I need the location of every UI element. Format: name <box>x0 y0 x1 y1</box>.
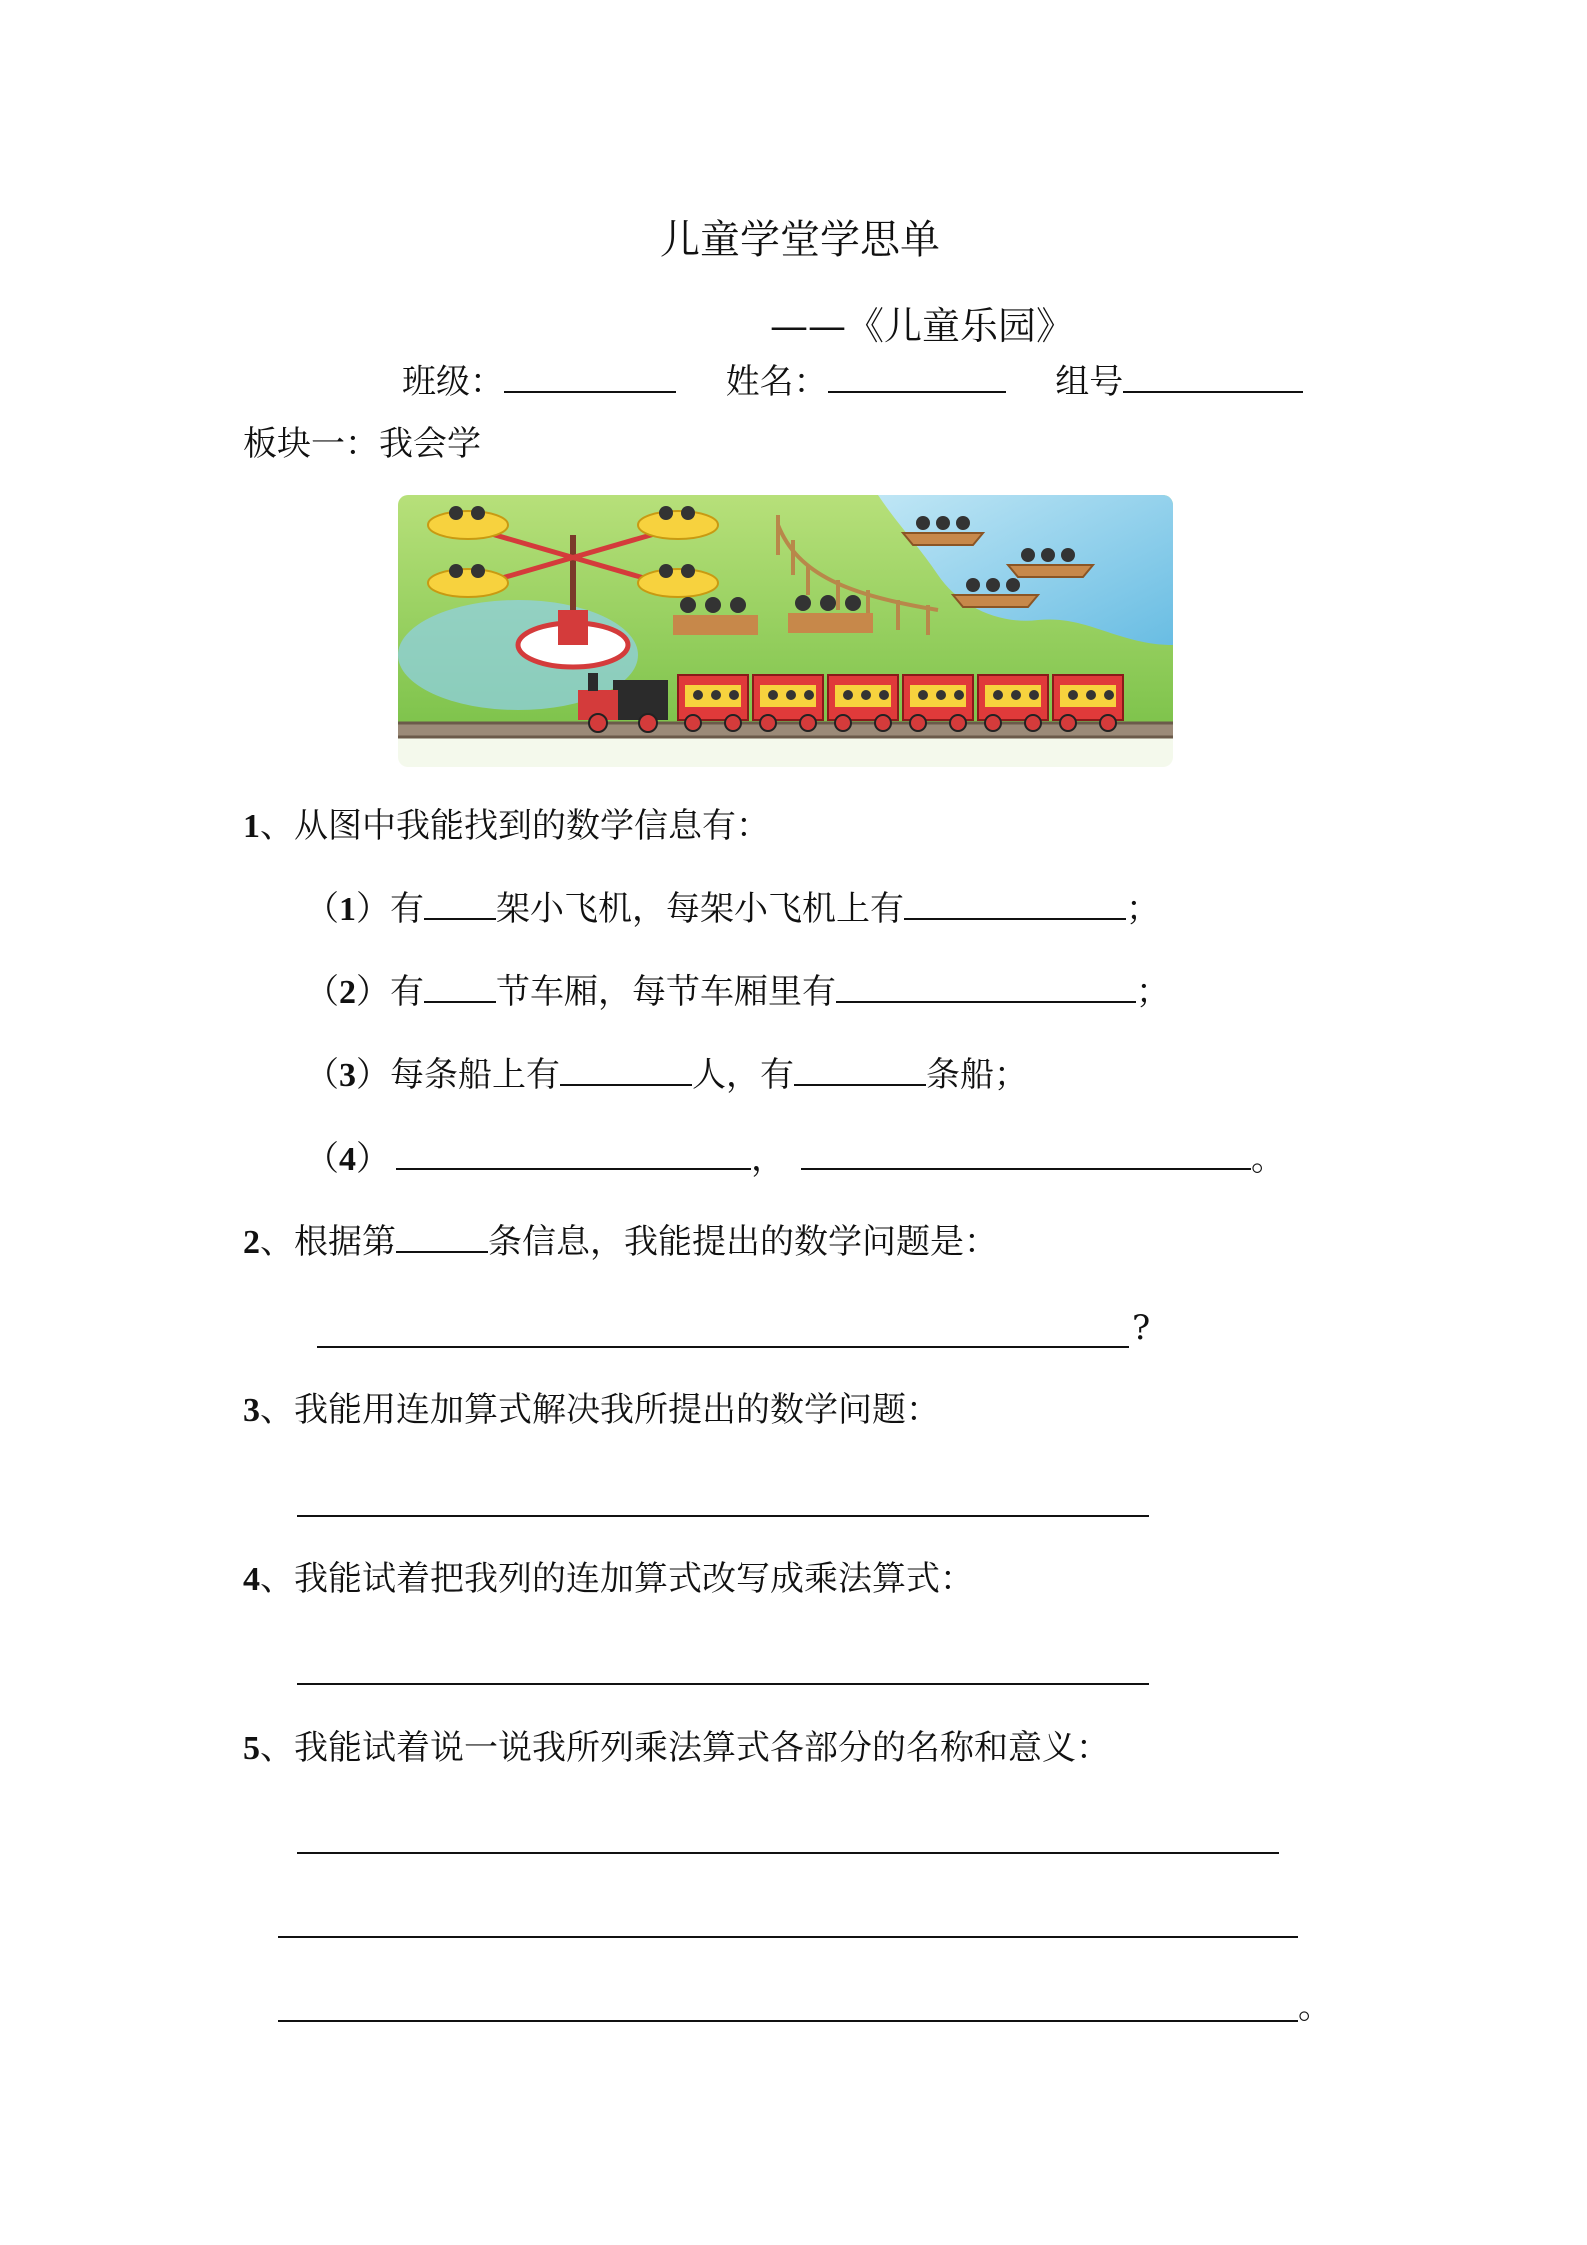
question-1-number: 1 <box>243 808 260 845</box>
class-blank[interactable] <box>504 361 676 393</box>
question-2-number: 2 <box>243 1224 260 1261</box>
q1-item-3-blank-boats[interactable] <box>794 1054 926 1086</box>
question-5-number: 5 <box>243 1730 260 1767</box>
question-3 <box>243 1388 940 1433</box>
question-4 <box>243 1557 974 1602</box>
question-3-answer-line[interactable] <box>297 1515 1149 1517</box>
paren-close: ） <box>356 1139 390 1179</box>
q1-item-1-end: ； <box>1126 889 1160 929</box>
park-scene-image <box>398 495 1173 767</box>
question-4-number: 4 <box>243 1561 260 1598</box>
question-2-blank-item[interactable] <box>396 1221 488 1253</box>
question-3-number: 3 <box>243 1392 260 1429</box>
q1-item-2 <box>305 970 1170 1015</box>
q1-item-4-blank-b[interactable] <box>801 1138 1251 1170</box>
q1-item-4-mid: ， <box>751 1139 785 1179</box>
group-blank[interactable] <box>1123 361 1303 393</box>
q1-item-2-text-b: 节车厢，每节车厢里有 <box>496 972 836 1012</box>
q1-item-1-number: 1 <box>339 891 356 928</box>
q1-item-1-blank-count[interactable] <box>424 888 496 920</box>
q1-item-1-text-a: 有 <box>390 889 424 929</box>
paren-open: （ <box>305 889 339 929</box>
q1-item-3 <box>305 1053 1028 1098</box>
q1-item-3-blank-people[interactable] <box>560 1054 692 1086</box>
paren-close: ） <box>356 889 390 929</box>
question-4-text: 、我能试着把我列的连加算式改写成乘法算式： <box>260 1559 974 1599</box>
question-5-text: 、我能试着说一说我所列乘法算式各部分的名称和意义： <box>260 1728 1110 1768</box>
q1-item-1-text-b: 架小飞机，每架小飞机上有 <box>496 889 904 929</box>
q1-item-4-number: 4 <box>339 1141 356 1178</box>
q1-item-3-number: 3 <box>339 1057 356 1094</box>
q1-item-2-end: ； <box>1136 972 1170 1012</box>
amusement-park-illustration <box>398 495 1173 767</box>
question-5 <box>243 1726 1110 1771</box>
info-row <box>402 360 1303 404</box>
question-1 <box>243 804 770 849</box>
question-4-answer-line[interactable] <box>297 1683 1149 1685</box>
question-5-answer-line-1[interactable] <box>297 1852 1279 1854</box>
q1-item-3-text-c: 条船； <box>926 1055 1028 1095</box>
question-2-text-a: 、根据第 <box>260 1222 396 1262</box>
question-2-text-b: 条信息，我能提出的数学问题是： <box>488 1222 998 1262</box>
question-2-end: ? <box>1132 1308 1151 1348</box>
page-subtitle: ——《儿童乐园》 <box>770 304 1075 348</box>
q1-item-2-blank-count[interactable] <box>424 971 496 1003</box>
page-title: 儿童学堂学思单 <box>660 217 940 263</box>
question-2 <box>243 1220 998 1265</box>
q1-item-4-end: 。 <box>1251 1139 1285 1179</box>
q1-item-2-text-a: 有 <box>390 972 424 1012</box>
question-5-answer-line-2[interactable] <box>278 1936 1298 1938</box>
q1-item-2-blank-people[interactable] <box>836 971 1136 1003</box>
paren-open: （ <box>305 1055 339 1095</box>
section-heading: 板块一：我会学 <box>243 424 481 464</box>
name-blank[interactable] <box>828 361 1006 393</box>
q1-item-1 <box>305 887 1160 932</box>
question-5-end: 。 <box>1298 1987 1332 2027</box>
paren-open: （ <box>305 972 339 1012</box>
paren-open: （ <box>305 1139 339 1179</box>
question-3-text: 、我能用连加算式解决我所提出的数学问题： <box>260 1390 940 1430</box>
name-label: 姓名： <box>725 362 828 402</box>
question-1-text: 、从图中我能找到的数学信息有： <box>260 806 770 846</box>
q1-item-4 <box>305 1137 1285 1182</box>
q1-item-1-blank-people[interactable] <box>904 888 1126 920</box>
paren-close: ） <box>356 1055 390 1095</box>
question-5-answer-line-3[interactable] <box>278 2020 1298 2022</box>
q1-item-4-blank-a[interactable] <box>396 1138 751 1170</box>
group-label: 组号 <box>1055 362 1124 402</box>
q1-item-2-number: 2 <box>339 974 356 1011</box>
class-label: 班级： <box>402 362 504 402</box>
question-2-answer-line[interactable] <box>317 1346 1129 1348</box>
paren-close: ） <box>356 972 390 1012</box>
q1-item-3-text-a: 每条船上有 <box>390 1055 560 1095</box>
q1-item-3-text-b: 人，有 <box>692 1055 794 1095</box>
